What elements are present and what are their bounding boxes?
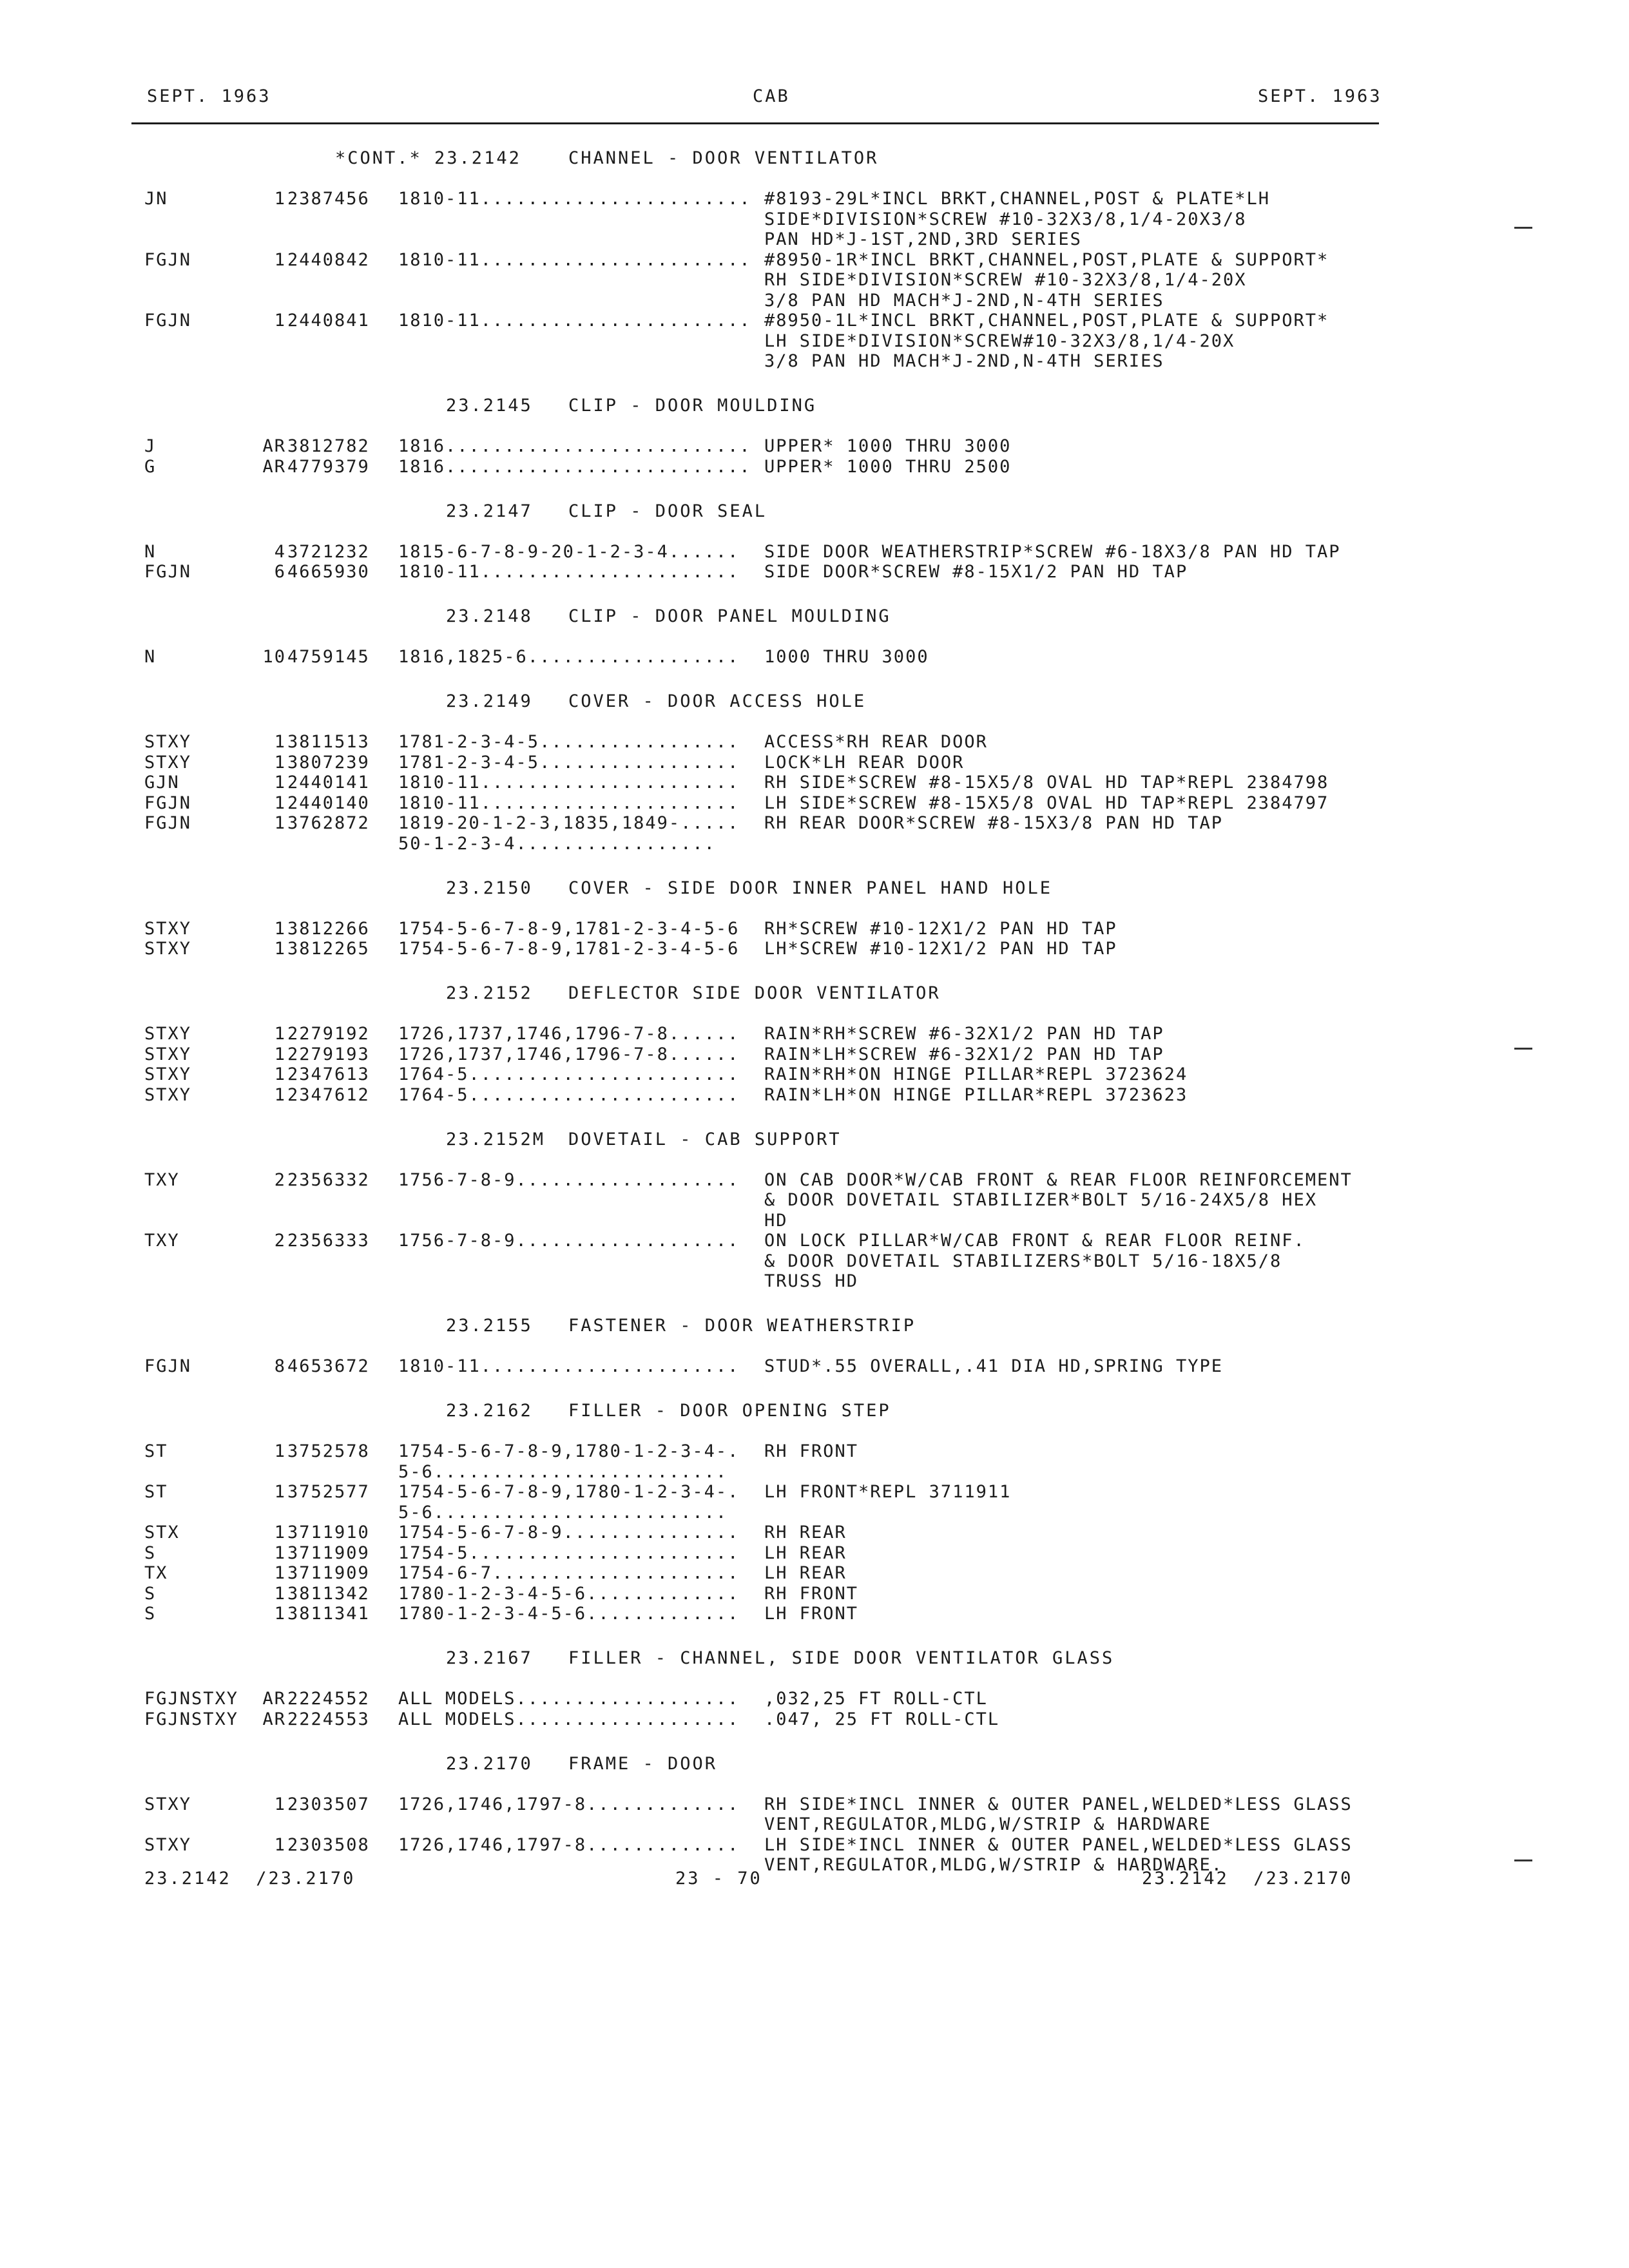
part-applicability-code: STXY bbox=[144, 732, 192, 752]
part-description: RH SIDE*INCL INNER & OUTER PANEL,WELDED*LESS GLASS bbox=[764, 1794, 1353, 1814]
part-applicability-code: TX bbox=[144, 1563, 168, 1583]
part-model-list: 1816.......................... bbox=[398, 456, 751, 477]
part-applicability-code: S bbox=[144, 1583, 157, 1604]
part-description: RH REAR DOOR*SCREW #8-15X3/8 PAN HD TAP bbox=[764, 813, 1223, 833]
part-description: LH SIDE*SCREW #8-15X5/8 OVAL HD TAP*REPL 2384797 bbox=[764, 793, 1329, 813]
part-applicability-code: S bbox=[144, 1604, 157, 1624]
section-heading bbox=[446, 878, 1052, 898]
section-title: COVER - DOOR ACCESS HOLE bbox=[568, 691, 867, 711]
part-description: RH FRONT bbox=[764, 1583, 859, 1604]
part-applicability-code: GJN bbox=[144, 773, 180, 793]
part-number: 4759145 bbox=[287, 647, 370, 667]
part-quantity: 8 bbox=[274, 1356, 286, 1376]
part-description: RAIN*LH*ON HINGE PILLAR*REPL 3723623 bbox=[764, 1084, 1188, 1105]
part-model-list: 1754-5....................... bbox=[398, 1542, 740, 1563]
part-description-continued: & DOOR DOVETAIL STABILIZER*BOLT 5/16-24X5/8 HEX bbox=[764, 1190, 1318, 1210]
part-model-list: 1756-7-8-9................... bbox=[398, 1169, 740, 1190]
part-number: 3811341 bbox=[287, 1604, 370, 1624]
section-title: CHANNEL - DOOR VENTILATOR bbox=[568, 148, 879, 168]
footer-page-number: 23 - 70 bbox=[675, 1869, 762, 1888]
part-applicability-code: TXY bbox=[144, 1169, 180, 1190]
part-model-list: 1754-5-6-7-8-9,1780-1-2-3-4-. bbox=[398, 1482, 740, 1502]
part-quantity: 1 bbox=[274, 1523, 286, 1542]
part-quantity: 2 bbox=[274, 1169, 286, 1190]
section-heading bbox=[335, 148, 878, 168]
part-applicability-code: FGJN bbox=[144, 311, 192, 331]
part-description: RH FRONT bbox=[764, 1441, 859, 1461]
part-applicability-code: FGJNSTXY bbox=[144, 1709, 239, 1729]
part-description: UPPER* 1000 THRU 3000 bbox=[764, 436, 1012, 456]
part-description: #8193-29L*INCL BRKT,CHANNEL,POST & PLATE*LH bbox=[764, 189, 1270, 209]
part-quantity: AR bbox=[262, 1689, 286, 1709]
part-description: RAIN*LH*SCREW #6-32X1/2 PAN HD TAP bbox=[764, 1044, 1164, 1064]
part-description-continued: TRUSS HD bbox=[764, 1271, 859, 1291]
part-model-list-continued: 5-6......................... bbox=[398, 1502, 728, 1523]
part-applicability-code: ST bbox=[144, 1441, 168, 1461]
part-quantity: 1 bbox=[274, 1563, 286, 1583]
part-applicability-code: STXY bbox=[144, 1834, 192, 1855]
part-applicability-code: FGJN bbox=[144, 1356, 192, 1376]
section-number: 23.2147 bbox=[446, 501, 533, 521]
part-applicability-code: G bbox=[144, 456, 157, 477]
part-model-list-continued: 50-1-2-3-4................. bbox=[398, 833, 716, 854]
part-description: .047, 25 FT ROLL-CTL bbox=[764, 1709, 1000, 1729]
part-model-list: 1781-2-3-4-5................. bbox=[398, 732, 740, 752]
section-number: *CONT.* 23.2142 bbox=[335, 148, 521, 168]
part-number: 2440842 bbox=[287, 249, 370, 270]
section-number: 23.2152 bbox=[446, 983, 533, 1003]
part-description: ON CAB DOOR*W/CAB FRONT & REAR FLOOR REINFORCEMENT bbox=[764, 1169, 1353, 1190]
part-model-list: 1815-6-7-8-9-20-1-2-3-4...... bbox=[398, 541, 740, 562]
section-number: 23.2162 bbox=[446, 1401, 533, 1421]
part-number: 2279192 bbox=[287, 1024, 370, 1044]
part-applicability-code: FGJN bbox=[144, 249, 192, 270]
part-number: 2279193 bbox=[287, 1044, 370, 1064]
part-number: 3811513 bbox=[287, 732, 370, 752]
section-number: 23.2167 bbox=[446, 1648, 533, 1668]
part-applicability-code: JN bbox=[144, 189, 168, 209]
section-title: CLIP - DOOR PANEL MOULDING bbox=[568, 606, 891, 626]
part-quantity: 1 bbox=[274, 1482, 286, 1502]
part-quantity: 4 bbox=[274, 541, 286, 562]
part-description: LH SIDE*INCL INNER & OUTER PANEL,WELDED*LESS GLASS bbox=[764, 1834, 1353, 1855]
part-number: 4779379 bbox=[287, 456, 370, 477]
part-applicability-code: STX bbox=[144, 1523, 180, 1542]
part-number: 3812266 bbox=[287, 918, 370, 939]
part-number: 2440841 bbox=[287, 311, 370, 331]
header-rule bbox=[131, 122, 1379, 124]
part-number: 2440141 bbox=[287, 773, 370, 793]
part-quantity: 1 bbox=[274, 1542, 286, 1563]
section-number: 23.2145 bbox=[446, 396, 533, 416]
part-description: RH*SCREW #10-12X1/2 PAN HD TAP bbox=[764, 918, 1117, 939]
part-model-list-continued: 5-6......................... bbox=[398, 1461, 728, 1482]
part-applicability-code: STXY bbox=[144, 1794, 192, 1814]
part-description-continued: RH SIDE*DIVISION*SCREW #10-32X3/8,1/4-20X bbox=[764, 270, 1247, 290]
section-heading bbox=[446, 983, 941, 1003]
part-description: RH SIDE*SCREW #8-15X5/8 OVAL HD TAP*REPL 2384798 bbox=[764, 773, 1329, 793]
part-number: 2347612 bbox=[287, 1084, 370, 1105]
section-title: DOVETAIL - CAB SUPPORT bbox=[568, 1129, 842, 1149]
section-number: 23.2155 bbox=[446, 1316, 533, 1336]
part-quantity: 1 bbox=[274, 1024, 286, 1044]
part-quantity: 1 bbox=[274, 752, 286, 773]
part-model-list: 1726,1746,1797-8............. bbox=[398, 1834, 740, 1855]
part-number: 2356333 bbox=[287, 1231, 370, 1251]
part-model-list: 1810-11...................... bbox=[398, 793, 740, 813]
part-quantity: 1 bbox=[274, 918, 286, 939]
part-quantity: 1 bbox=[274, 1794, 286, 1814]
part-applicability-code: N bbox=[144, 541, 157, 562]
part-quantity: 1 bbox=[274, 1064, 286, 1084]
part-quantity: 1 bbox=[274, 1441, 286, 1461]
part-model-list: 1810-11...................... bbox=[398, 773, 740, 793]
section-title: FASTENER - DOOR WEATHERSTRIP bbox=[568, 1316, 916, 1336]
part-applicability-code: FGJN bbox=[144, 813, 192, 833]
section-heading bbox=[446, 1648, 1114, 1668]
part-quantity: 1 bbox=[274, 939, 286, 959]
part-model-list: 1810-11...................... bbox=[398, 1356, 740, 1376]
part-description-continued: HD bbox=[764, 1210, 788, 1231]
part-number: 3711909 bbox=[287, 1542, 370, 1563]
section-title: CLIP - DOOR MOULDING bbox=[568, 396, 817, 416]
section-heading bbox=[446, 606, 891, 626]
part-applicability-code: STXY bbox=[144, 752, 192, 773]
part-description-continued: 3/8 PAN HD MACH*J-2ND,N-4TH SERIES bbox=[764, 290, 1164, 311]
part-description: LH REAR bbox=[764, 1542, 847, 1563]
part-description: LH*SCREW #10-12X1/2 PAN HD TAP bbox=[764, 939, 1117, 959]
section-heading bbox=[446, 396, 816, 416]
part-description-continued: SIDE*DIVISION*SCREW #10-32X3/8,1/4-20X3/8 bbox=[764, 209, 1247, 229]
part-model-list: 1810-11....................... bbox=[398, 189, 751, 209]
section-heading bbox=[446, 1754, 717, 1774]
part-quantity: 1 bbox=[274, 311, 286, 331]
part-applicability-code: J bbox=[144, 436, 157, 456]
part-number: 2387456 bbox=[287, 189, 370, 209]
footer-range-right: 23.2142 /23.2170 bbox=[1142, 1869, 1353, 1888]
part-number: 2224552 bbox=[287, 1689, 370, 1709]
part-number: 3721232 bbox=[287, 541, 370, 562]
part-applicability-code: STXY bbox=[144, 1024, 192, 1044]
part-applicability-code: FGJN bbox=[144, 793, 192, 813]
part-number: 3711909 bbox=[287, 1563, 370, 1583]
part-quantity: AR bbox=[262, 436, 286, 456]
part-quantity: 1 bbox=[274, 1044, 286, 1064]
part-model-list: 1764-5....................... bbox=[398, 1084, 740, 1105]
part-description: #8950-1R*INCL BRKT,CHANNEL,POST,PLATE & SUPPORT* bbox=[764, 249, 1329, 270]
part-model-list: 1754-5-6-7-8-9,1780-1-2-3-4-. bbox=[398, 1441, 740, 1461]
part-number: 2347613 bbox=[287, 1064, 370, 1084]
part-quantity: 1 bbox=[274, 1084, 286, 1105]
part-description: RAIN*RH*ON HINGE PILLAR*REPL 3723624 bbox=[764, 1064, 1188, 1084]
part-quantity: AR bbox=[262, 456, 286, 477]
part-number: 4665930 bbox=[287, 562, 370, 582]
part-model-list: 1754-5-6-7-8-9............... bbox=[398, 1523, 740, 1542]
part-description: 1000 THRU 3000 bbox=[764, 647, 929, 667]
part-description-continued: 3/8 PAN HD MACH*J-2ND,N-4TH SERIES bbox=[764, 351, 1164, 371]
part-number: 4653672 bbox=[287, 1356, 370, 1376]
part-model-list: ALL MODELS................... bbox=[398, 1709, 740, 1729]
section-number: 23.2152M bbox=[446, 1129, 546, 1149]
header-date-right: SEPT. 1963 bbox=[1258, 86, 1382, 106]
section-number: 23.2149 bbox=[446, 691, 533, 711]
part-number: 3752577 bbox=[287, 1482, 370, 1502]
part-number: 2224553 bbox=[287, 1709, 370, 1729]
part-model-list: 1819-20-1-2-3,1835,1849-..... bbox=[398, 813, 740, 833]
part-quantity: 2 bbox=[274, 1231, 286, 1251]
section-title: FRAME - DOOR bbox=[568, 1753, 718, 1774]
part-description-continued: VENT,REGULATOR,MLDG,W/STRIP & HARDWARE. bbox=[764, 1855, 1223, 1875]
part-model-list: 1781-2-3-4-5................. bbox=[398, 752, 740, 773]
part-description: LOCK*LH REAR DOOR bbox=[764, 752, 965, 773]
part-description: ACCESS*RH REAR DOOR bbox=[764, 732, 988, 752]
part-number: 3807239 bbox=[287, 752, 370, 773]
part-quantity: 1 bbox=[274, 813, 286, 833]
part-applicability-code: STXY bbox=[144, 1044, 192, 1064]
part-model-list: 1726,1746,1797-8............. bbox=[398, 1794, 740, 1814]
part-description: LH REAR bbox=[764, 1563, 847, 1583]
part-applicability-code: FGJN bbox=[144, 562, 192, 582]
section-heading bbox=[446, 501, 767, 521]
section-number: 23.2150 bbox=[446, 878, 533, 898]
part-applicability-code: STXY bbox=[144, 1064, 192, 1084]
part-model-list: 1810-11....................... bbox=[398, 311, 751, 331]
part-applicability-code: S bbox=[144, 1542, 157, 1563]
part-model-list: 1754-5-6-7-8-9,1781-2-3-4-5-6 bbox=[398, 939, 740, 959]
part-number: 2440140 bbox=[287, 793, 370, 813]
section-title: DEFLECTOR SIDE DOOR VENTILATOR bbox=[568, 983, 941, 1003]
part-quantity: 1 bbox=[274, 793, 286, 813]
section-title: FILLER - CHANNEL, SIDE DOOR VENTILATOR GLASS bbox=[568, 1648, 1115, 1668]
part-description-continued: VENT,REGULATOR,MLDG,W/STRIP & HARDWARE bbox=[764, 1814, 1211, 1834]
part-number: 3811342 bbox=[287, 1583, 370, 1604]
margin-mark bbox=[1514, 1860, 1532, 1861]
part-quantity: 1 bbox=[274, 249, 286, 270]
header-date-left: SEPT. 1963 bbox=[147, 86, 271, 106]
part-quantity: 1 bbox=[274, 732, 286, 752]
part-description: LH FRONT*REPL 3711911 bbox=[764, 1482, 1012, 1502]
part-number: 3812782 bbox=[287, 436, 370, 456]
part-model-list: 1756-7-8-9................... bbox=[398, 1231, 740, 1251]
part-model-list: 1726,1737,1746,1796-7-8...... bbox=[398, 1044, 740, 1064]
part-model-list: 1754-6-7..................... bbox=[398, 1563, 740, 1583]
part-description-continued: & DOOR DOVETAIL STABILIZERS*BOLT 5/16-18X5/8 bbox=[764, 1251, 1282, 1271]
part-description: SIDE DOOR WEATHERSTRIP*SCREW #6-18X3/8 PAN HD TAP bbox=[764, 541, 1341, 562]
section-title: FILLER - DOOR OPENING STEP bbox=[568, 1401, 891, 1421]
section-number: 23.2170 bbox=[446, 1753, 533, 1774]
part-applicability-code: TXY bbox=[144, 1231, 180, 1251]
part-model-list: 1764-5....................... bbox=[398, 1064, 740, 1084]
part-applicability-code: STXY bbox=[144, 918, 192, 939]
part-description: #8950-1L*INCL BRKT,CHANNEL,POST,PLATE & SUPPORT* bbox=[764, 311, 1329, 331]
part-number: 2356332 bbox=[287, 1169, 370, 1190]
part-applicability-code: ST bbox=[144, 1482, 168, 1502]
section-heading bbox=[446, 1316, 916, 1336]
section-title: CLIP - DOOR SEAL bbox=[568, 501, 767, 521]
part-model-list: ALL MODELS................... bbox=[398, 1689, 740, 1709]
part-number: 3752578 bbox=[287, 1441, 370, 1461]
part-quantity: 6 bbox=[274, 562, 286, 582]
section-number: 23.2148 bbox=[446, 606, 533, 626]
part-number: 3762872 bbox=[287, 813, 370, 833]
part-applicability-code: STXY bbox=[144, 1084, 192, 1105]
footer-range-left: 23.2142 /23.2170 bbox=[144, 1869, 356, 1888]
part-number: 3812265 bbox=[287, 939, 370, 959]
margin-mark bbox=[1514, 1048, 1532, 1050]
part-description: STUD*.55 OVERALL,.41 DIA HD,SPRING TYPE bbox=[764, 1356, 1223, 1376]
part-description: SIDE DOOR*SCREW #8-15X1/2 PAN HD TAP bbox=[764, 562, 1188, 582]
part-description: UPPER* 1000 THRU 2500 bbox=[764, 456, 1012, 477]
part-quantity: AR bbox=[262, 1709, 286, 1729]
part-model-list: 1754-5-6-7-8-9,1781-2-3-4-5-6 bbox=[398, 918, 740, 939]
part-model-list: 1816,1825-6.................. bbox=[398, 647, 740, 667]
section-heading bbox=[446, 1401, 891, 1421]
margin-mark bbox=[1514, 227, 1532, 229]
part-description: ON LOCK PILLAR*W/CAB FRONT & REAR FLOOR REINF. bbox=[764, 1231, 1306, 1251]
part-quantity: 10 bbox=[262, 647, 286, 667]
part-quantity: 1 bbox=[274, 1834, 286, 1855]
part-model-list: 1780-1-2-3-4-5-6............. bbox=[398, 1604, 740, 1624]
part-applicability-code: STXY bbox=[144, 939, 192, 959]
part-quantity: 1 bbox=[274, 1583, 286, 1604]
part-number: 2303507 bbox=[287, 1794, 370, 1814]
part-model-list: 1726,1737,1746,1796-7-8...... bbox=[398, 1024, 740, 1044]
part-model-list: 1780-1-2-3-4-5-6............. bbox=[398, 1583, 740, 1604]
part-description: LH FRONT bbox=[764, 1604, 859, 1624]
part-number: 3711910 bbox=[287, 1523, 370, 1542]
section-heading bbox=[446, 691, 866, 711]
part-applicability-code: N bbox=[144, 647, 157, 667]
part-description: RAIN*RH*SCREW #6-32X1/2 PAN HD TAP bbox=[764, 1024, 1164, 1044]
part-quantity: 1 bbox=[274, 773, 286, 793]
part-description-continued: PAN HD*J-1ST,2ND,3RD SERIES bbox=[764, 229, 1082, 249]
header-section-title: CAB bbox=[753, 86, 790, 106]
section-title: COVER - SIDE DOOR INNER PANEL HAND HOLE bbox=[568, 878, 1052, 898]
part-description-continued: LH SIDE*DIVISION*SCREW#10-32X3/8,1/4-20X bbox=[764, 331, 1235, 351]
part-model-list: 1810-11...................... bbox=[398, 562, 740, 582]
part-model-list: 1810-11....................... bbox=[398, 249, 751, 270]
part-applicability-code: FGJNSTXY bbox=[144, 1689, 239, 1709]
part-model-list: 1816.......................... bbox=[398, 436, 751, 456]
part-number: 2303508 bbox=[287, 1834, 370, 1855]
part-quantity: 1 bbox=[274, 189, 286, 209]
part-description: RH REAR bbox=[764, 1523, 847, 1542]
part-quantity: 1 bbox=[274, 1604, 286, 1624]
part-description: ,032,25 FT ROLL-CTL bbox=[764, 1689, 988, 1709]
section-heading bbox=[446, 1129, 842, 1149]
